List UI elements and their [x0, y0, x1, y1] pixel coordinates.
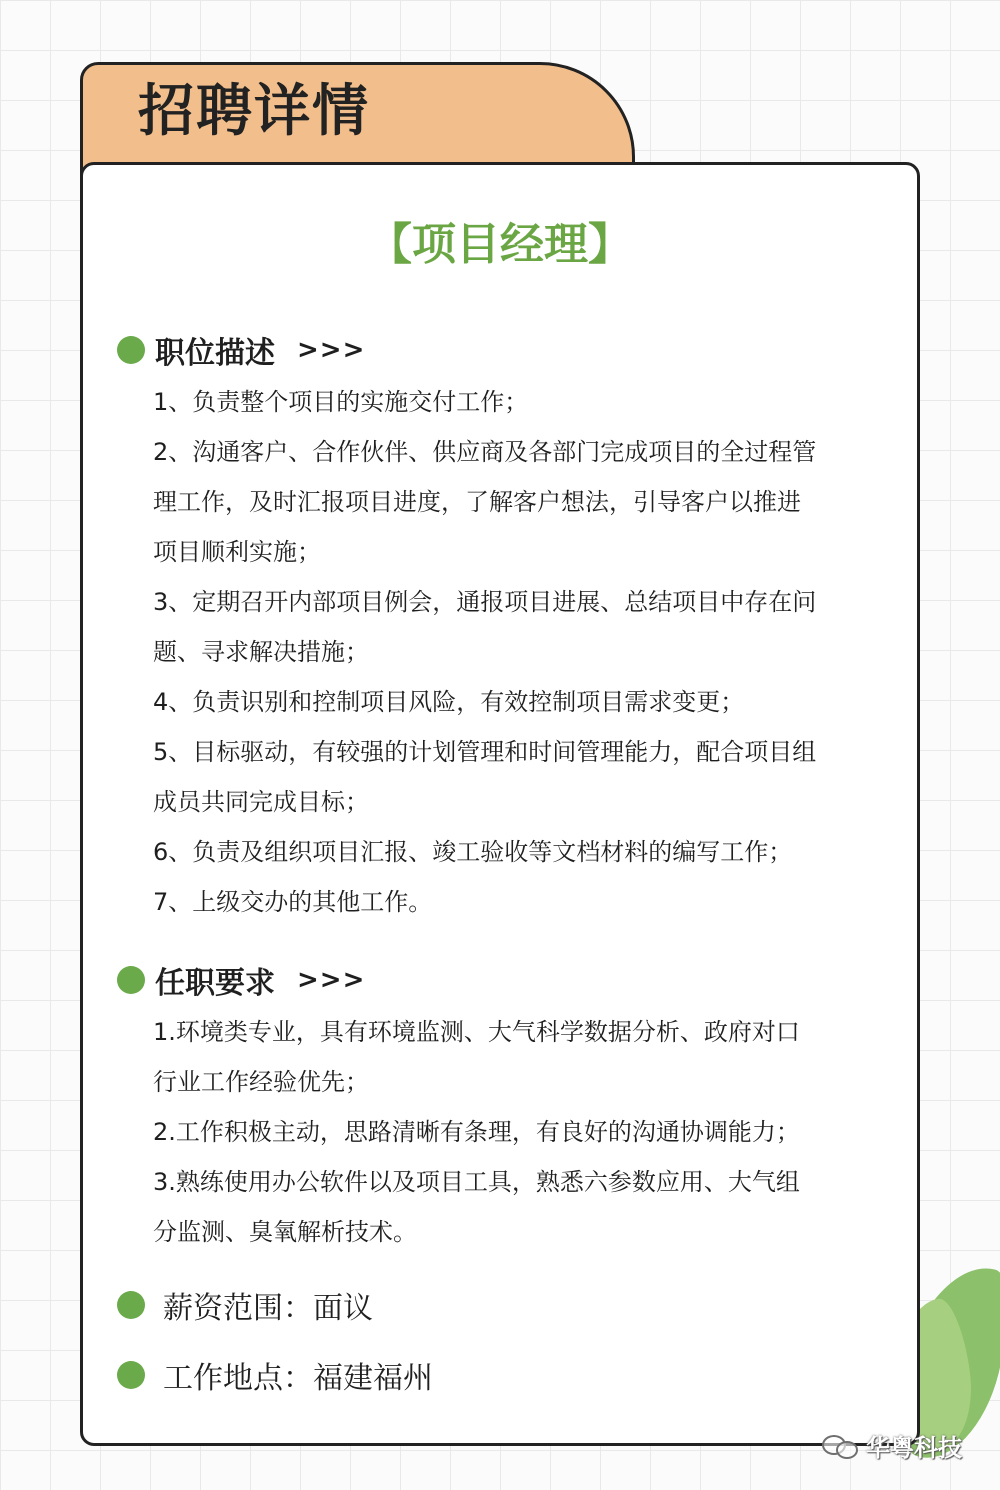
- list-item: 题、寻求解决措施；: [153, 638, 369, 666]
- list-item: 3.熟练使用办公软件以及项目工具，熟悉六参数应用、大气组: [153, 1168, 800, 1196]
- section-title-requirements: 任职要求: [155, 966, 275, 1001]
- list-item: 2.工作积极主动，思路清晰有条理，有良好的沟通协调能力；: [153, 1118, 800, 1146]
- list-item: 理工作，及时汇报项目进度，了解客户想法，引导客户以推进: [153, 488, 801, 516]
- job-title: 【项目经理】: [368, 219, 632, 270]
- salary-row: [117, 1280, 373, 1330]
- description-list: [153, 377, 873, 927]
- section-arrows-requirements: >>>: [297, 965, 366, 995]
- bullet-dot-icon: [117, 1291, 145, 1319]
- content-card: [80, 162, 920, 1446]
- list-item: 成员共同完成目标；: [153, 788, 369, 816]
- location-row: [117, 1350, 433, 1400]
- list-item: 6、负责及组织项目汇报、竣工验收等文档材料的编写工作；: [153, 838, 793, 866]
- location-text: 工作地点：福建福州: [163, 1361, 433, 1396]
- list-item: 项目顺利实施；: [153, 538, 321, 566]
- section-head-description: [117, 328, 365, 372]
- list-item: 行业工作经验优先；: [153, 1068, 369, 1096]
- bullet-dot-icon: [117, 1361, 145, 1389]
- watermark: [822, 1428, 962, 1463]
- section-head-requirements: [117, 958, 365, 1002]
- list-item: 分监测、臭氧解析技术。: [153, 1218, 417, 1246]
- bullet-dot-icon: [117, 336, 145, 364]
- salary-text: 薪资范围：面议: [163, 1291, 373, 1326]
- list-item: 3、定期召开内部项目例会，通报项目进展、总结项目中存在问: [153, 588, 817, 616]
- list-item: 1.环境类专业，具有环境监测、大气科学数据分析、政府对口: [153, 1018, 800, 1046]
- watermark-text: 华粤科技: [866, 1434, 962, 1462]
- list-item: 2、沟通客户、合作伙伴、供应商及各部门完成项目的全过程管: [153, 438, 817, 466]
- section-arrows-description: >>>: [297, 335, 366, 365]
- bullet-dot-icon: [117, 966, 145, 994]
- list-item: 7、上级交办的其他工作。: [153, 888, 433, 916]
- page-title: 招聘详情: [138, 79, 370, 144]
- list-item: 5、目标驱动，有较强的计划管理和时间管理能力，配合项目组: [153, 738, 817, 766]
- section-title-description: 职位描述: [155, 336, 275, 371]
- list-item: 1、负责整个项目的实施交付工作；: [153, 388, 529, 416]
- wechat-icon: [822, 1431, 860, 1461]
- requirements-list: [153, 1007, 873, 1257]
- list-item: 4、负责识别和控制项目风险，有效控制项目需求变更；: [153, 688, 745, 716]
